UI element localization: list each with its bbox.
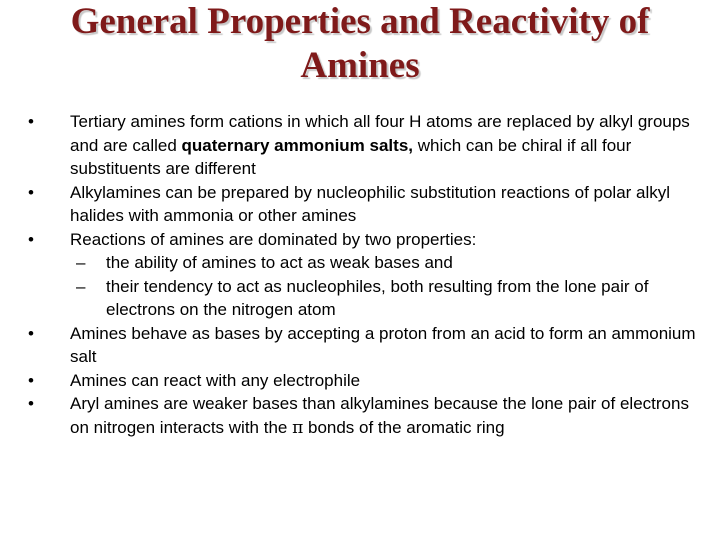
sub-bullet-item (28, 275, 708, 322)
bullet-text: bonds of the aromatic ring (303, 417, 505, 437)
bullet-item (28, 228, 708, 252)
bullet-item (28, 322, 708, 369)
bullet-marker: • (28, 229, 34, 249)
sub-bullet-text: their tendency to act as nucleophiles, both resulting from the lone pair of electrons on the nitrogen atom (106, 276, 649, 319)
dash-marker: – (76, 253, 86, 272)
slide-title (0, 0, 720, 88)
bullet-text: Aryl amines are weaker bases than alkylamines because the lone pair of electrons on nitrogen interacts with the (70, 394, 689, 437)
bullet-text: Alkylamines can be prepared by nucleophilic substitution reactions of polar alkyl halides with ammonia or other amines (70, 182, 671, 225)
slide-title-line-2: Amines (300, 45, 420, 86)
bullet-marker: • (28, 394, 34, 413)
bullet-text: Reactions of amines are dominated by two properties: (70, 229, 477, 249)
bullet-marker: • (28, 370, 34, 390)
bullet-marker: • (28, 182, 34, 202)
bullet-item (28, 369, 708, 393)
bullet-text: which can be chiral if all four substituents are different (70, 135, 632, 178)
bold-term: quaternary ammonium salts, (181, 135, 413, 155)
bullet-text: Tertiary amines form cations in which all four H atoms are replaced by alkyl groups and are called (70, 112, 690, 155)
bullet-marker: • (28, 112, 34, 131)
bullet-list (28, 110, 708, 440)
sub-bullet-item (28, 251, 708, 275)
bullet-text: Amines can react with any electrophile (70, 370, 361, 390)
bullet-item (28, 181, 708, 228)
bullet-marker: • (28, 323, 34, 343)
pi-symbol: π (292, 417, 304, 438)
bullet-text: Amines behave as bases by accepting a proton from an acid to form an ammonium salt (70, 323, 696, 366)
slide-title-line-1: General Properties and Reactivity of (70, 1, 650, 42)
sub-bullet-text: the ability of amines to act as weak bases and (106, 253, 453, 272)
bullet-item (28, 392, 708, 440)
bullet-item (28, 110, 708, 181)
dash-marker: – (76, 276, 86, 296)
